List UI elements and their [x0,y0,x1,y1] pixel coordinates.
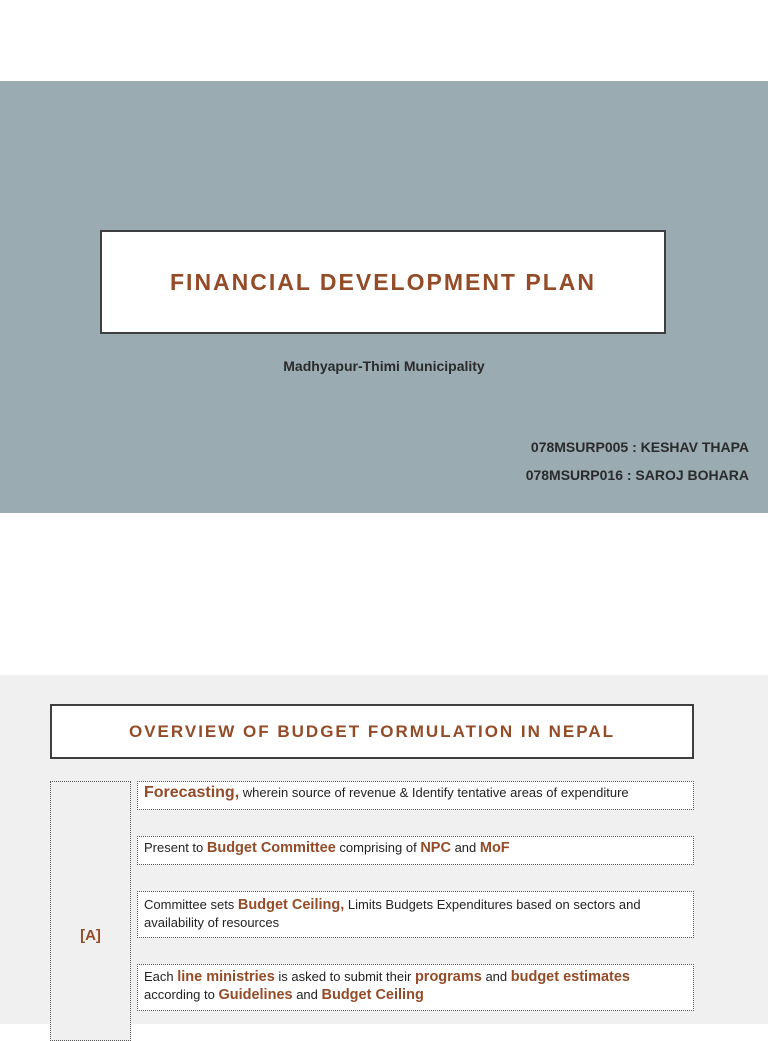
step-text: Limits Budgets Expenditures based on sectors and availability of resources [144,897,641,930]
step-text: Each [144,969,178,984]
step-highlight: Budget Committee [206,840,336,856]
overview-title-box [50,704,694,759]
step-text: according to [144,987,219,1002]
step-highlight: Forecasting, [144,784,240,801]
title-box [100,230,666,334]
step-text: wherein source of revenue & Identify tentative areas of expenditure [239,785,629,800]
step-line-ministries [137,964,694,1011]
step-text: and [292,987,322,1002]
step-text: Present to [144,840,207,855]
title-slide [0,81,768,513]
overview-title: OVERVIEW OF BUDGET FORMULATION IN NEPAL [129,721,615,741]
slide-title: FINANCIAL DEVELOPMENT PLAN [170,268,596,295]
step-text: comprising of [335,840,421,855]
step-forecasting [137,781,694,810]
group-label-box [50,781,131,1041]
step-text: is asked to submit their [274,969,415,984]
step-highlight: NPC [420,840,451,856]
step-highlight: line ministries [177,969,275,985]
step-budget-ceiling [137,891,694,938]
slide-subtitle: Madhyapur-Thimi Municipality [283,358,485,374]
step-highlight: MoF [479,840,510,856]
author-line: 078MSURP016 : SAROJ BOHARA [525,467,749,483]
step-text: and [450,840,480,855]
step-highlight: Budget Ceiling, [237,897,345,913]
step-budget-committee [137,836,694,865]
step-text: and [481,969,511,984]
step-highlight: Guidelines [218,987,293,1003]
step-highlight: programs [414,969,482,985]
author-line: 078MSURP005 : KESHAV THAPA [530,439,749,455]
step-highlight: budget estimates [510,969,630,985]
step-highlight: Budget Ceiling [321,987,424,1003]
group-label: [A] [80,927,101,944]
step-text: Committee sets [144,897,238,912]
overview-slide [0,675,768,1024]
